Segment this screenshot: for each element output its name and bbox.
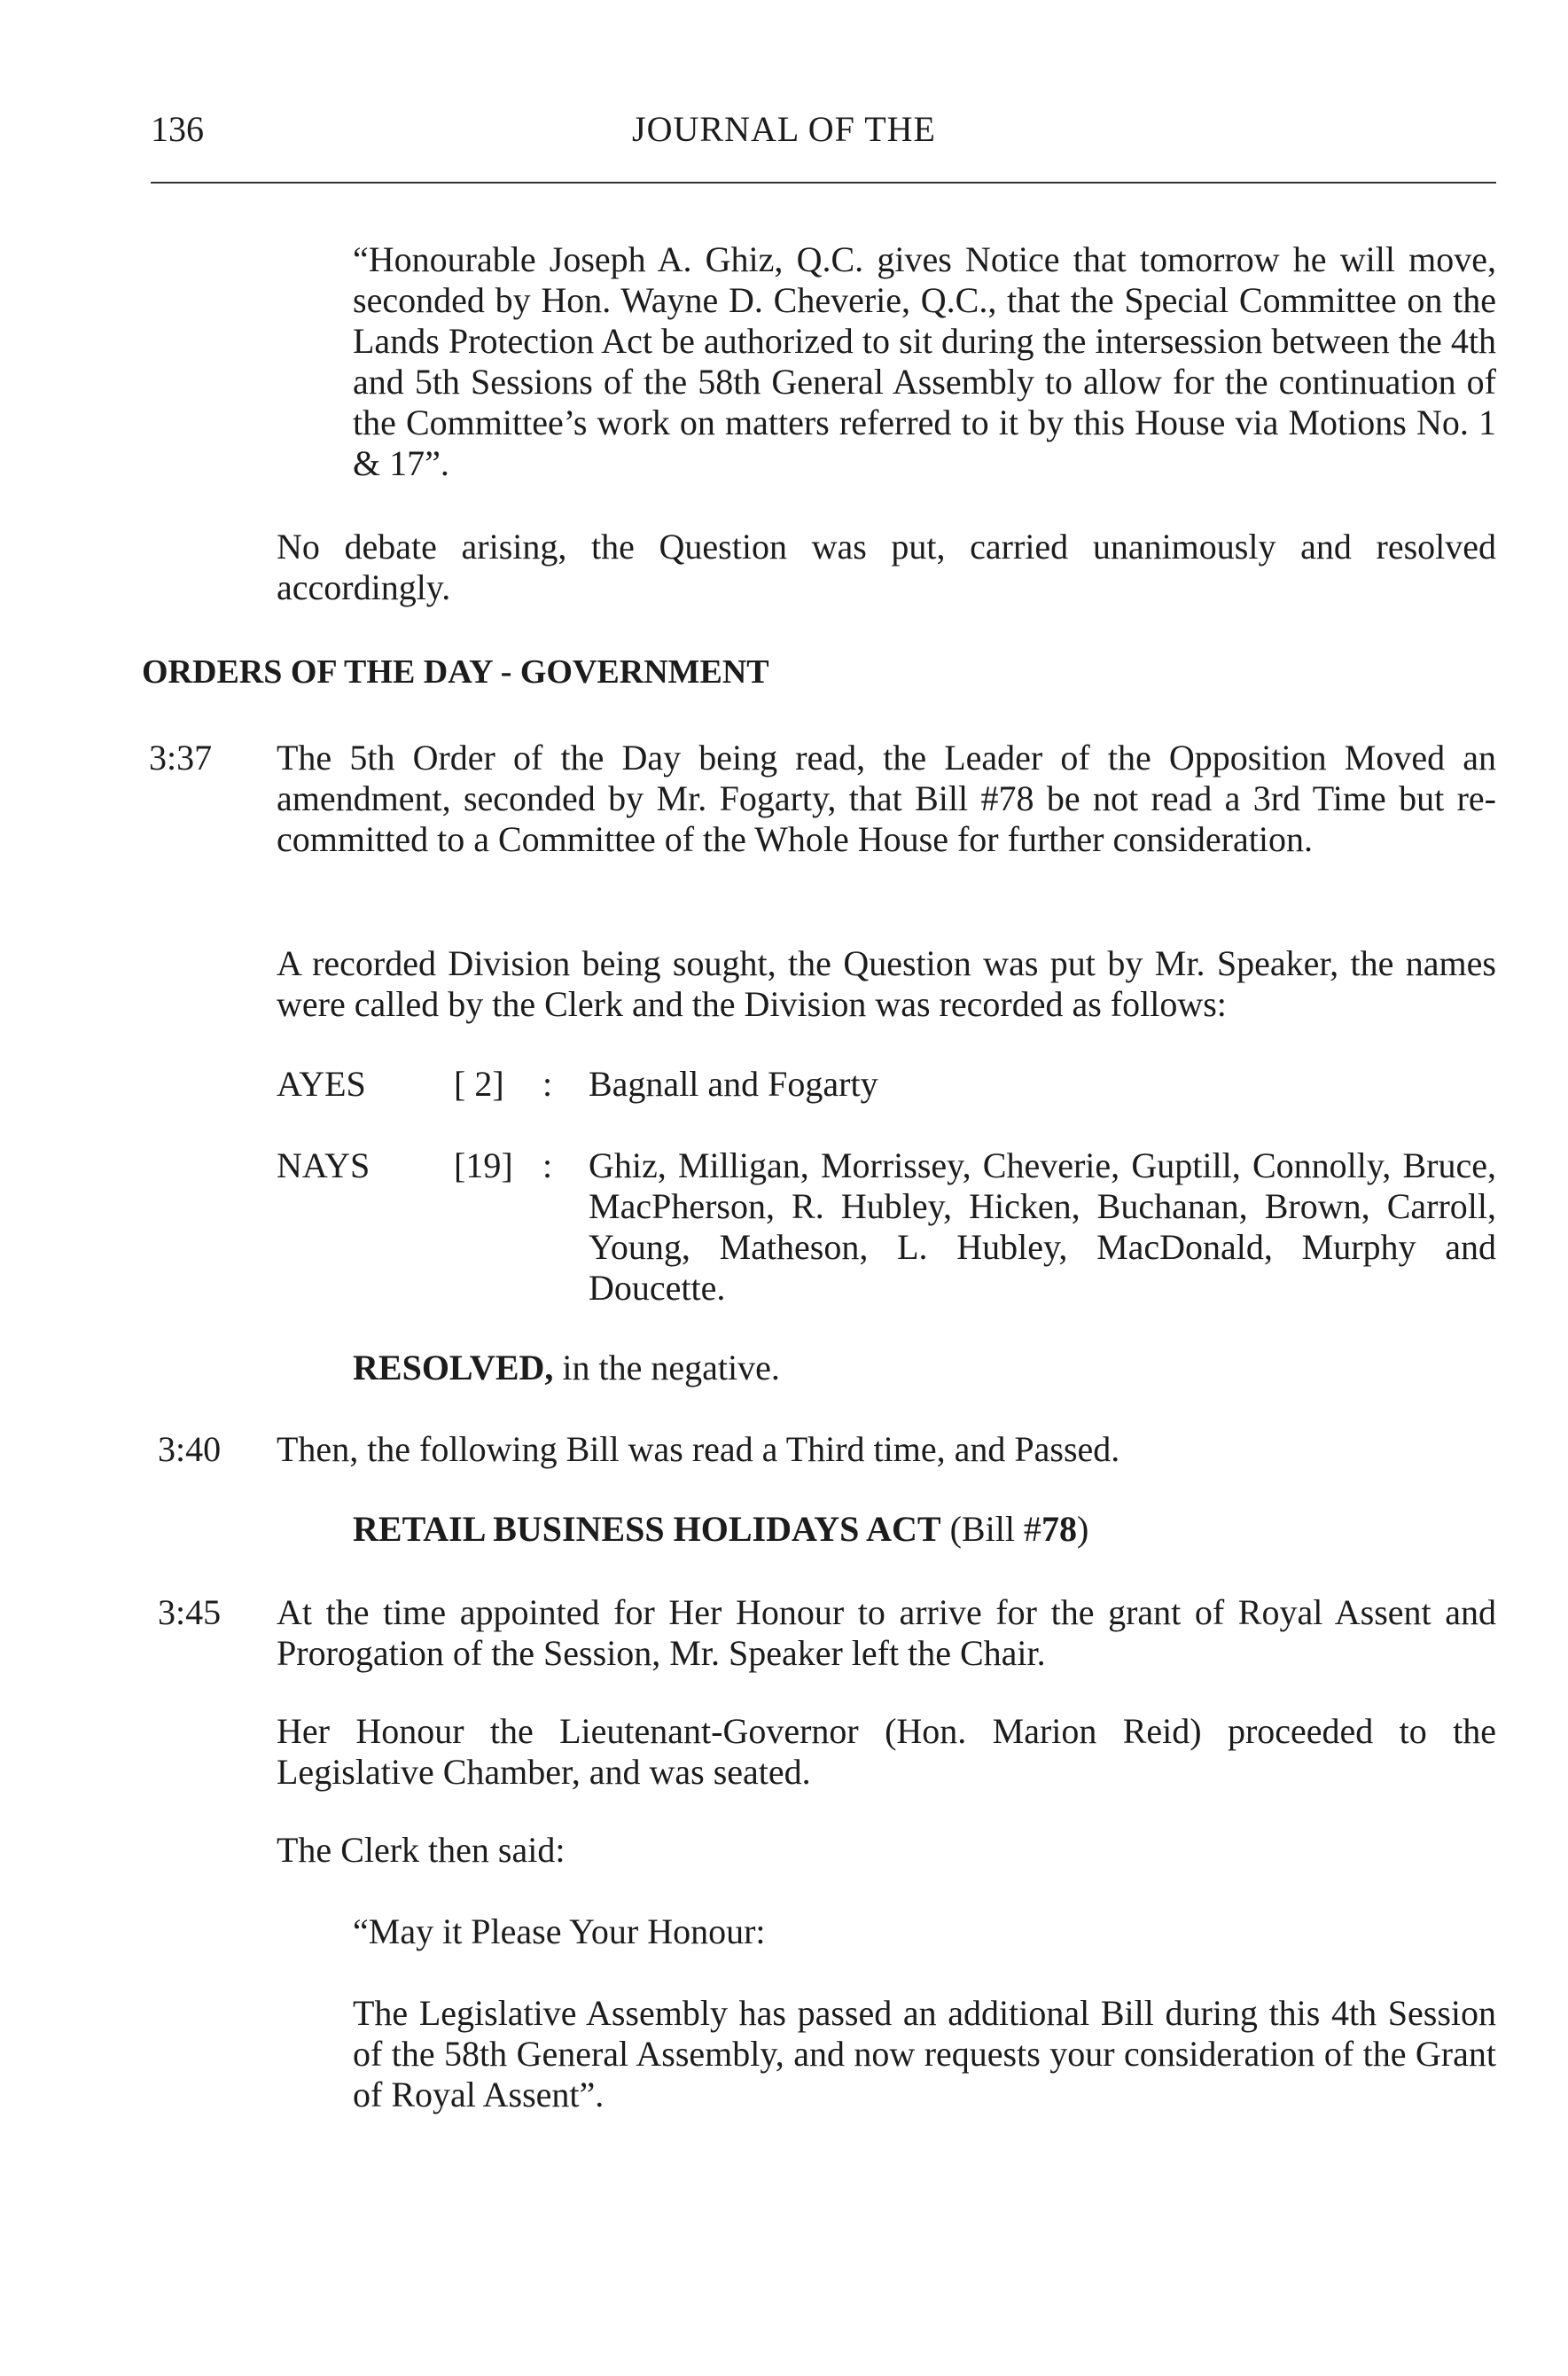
section-heading: ORDERS OF THE DAY - GOVERNMENT (142, 653, 769, 691)
bill-paren-close: ) (1076, 1509, 1089, 1549)
ayes-colon: : (542, 1064, 553, 1104)
notice-paragraph: “Honourable Joseph A. Ghiz, Q.C. gives Notice that tomorrow he will move, seconded by Hon. Wayne D. Cheverie, Q.C., that the Special Committee on the Lands Protection Act be authorized to sit during the intersession between the 4th and 5th Sessions of the 58th General Assembly to allow for the continuation of the Committee’s work on matters referred to it by this House via Motions No. 1 & 17”. (353, 239, 1496, 483)
ayes-count: [ 2] (454, 1064, 504, 1104)
address-body: The Legislative Assembly has passed an additional Bill during this 4th Session of the 58th General Assembly, and now requests your consideration of the Grant of Royal Assent”. (353, 1993, 1496, 2114)
nays-count: [19] (454, 1145, 513, 1185)
nays-names: Ghiz, Milligan, Morrissey, Cheverie, Guptill, Connolly, Bruce, MacPherson, R. Hubley, Hicken, Buchanan, Brown, Carroll, Young, Matheson, L. Hubley, MacDonald, Murphy and Doucette. (589, 1145, 1496, 1308)
resolved-keyword: RESOLVED, (353, 1348, 554, 1387)
ayes-names: Bagnall and Fogarty (589, 1064, 878, 1104)
lieutenant-governor-paragraph: Her Honour the Lieutenant-Governor (Hon. Marion Reid) proceeded to the Legislative Chamber, and was seated. (277, 1711, 1496, 1792)
third-reading-paragraph: Then, the following Bill was read a Third time, and Passed. (277, 1429, 1120, 1469)
amendment-paragraph: The 5th Order of the Day being read, the Leader of the Opposition Moved an amendment, seconded by Mr. Fogarty, that Bill #78 be not read a 3rd Time but re-committed to a Committee of the Whole House for further consideration. (277, 738, 1496, 859)
nays-label: NAYS (277, 1145, 371, 1185)
journal-title: JOURNAL OF THE (632, 109, 936, 149)
page-number: 136 (151, 109, 204, 149)
bill-number: 78 (1041, 1509, 1077, 1549)
time-stamp: 3:45 (158, 1592, 222, 1632)
no-debate-paragraph: No debate arising, the Question was put, carried unanimously and resolved accordingly. (277, 527, 1496, 607)
nays-colon: : (542, 1145, 553, 1185)
division-intro-paragraph: A recorded Division being sought, the Question was put by Mr. Speaker, the names were called by the Clerk and the Division was recorded as follows: (277, 943, 1496, 1024)
time-stamp: 3:40 (158, 1429, 222, 1469)
resolved-outcome: in the negative. (562, 1348, 780, 1387)
time-stamp: 3:37 (149, 738, 213, 778)
resolved-line (353, 1348, 1496, 1388)
address-salutation: “May it Please Your Honour: (353, 1911, 766, 1951)
ayes-label: AYES (277, 1064, 366, 1104)
header-divider (151, 182, 1496, 184)
bill-title: RETAIL BUSINESS HOLIDAYS ACT (353, 1509, 941, 1549)
clerk-said-line: The Clerk then said: (277, 1830, 566, 1870)
bill-paren-open: (Bill # (949, 1509, 1041, 1549)
royal-assent-paragraph: At the time appointed for Her Honour to arrive for the grant of Royal Assent and Prorogation of the Session, Mr. Speaker left the Chair. (277, 1592, 1496, 1673)
bill-title-line (353, 1509, 1496, 1550)
